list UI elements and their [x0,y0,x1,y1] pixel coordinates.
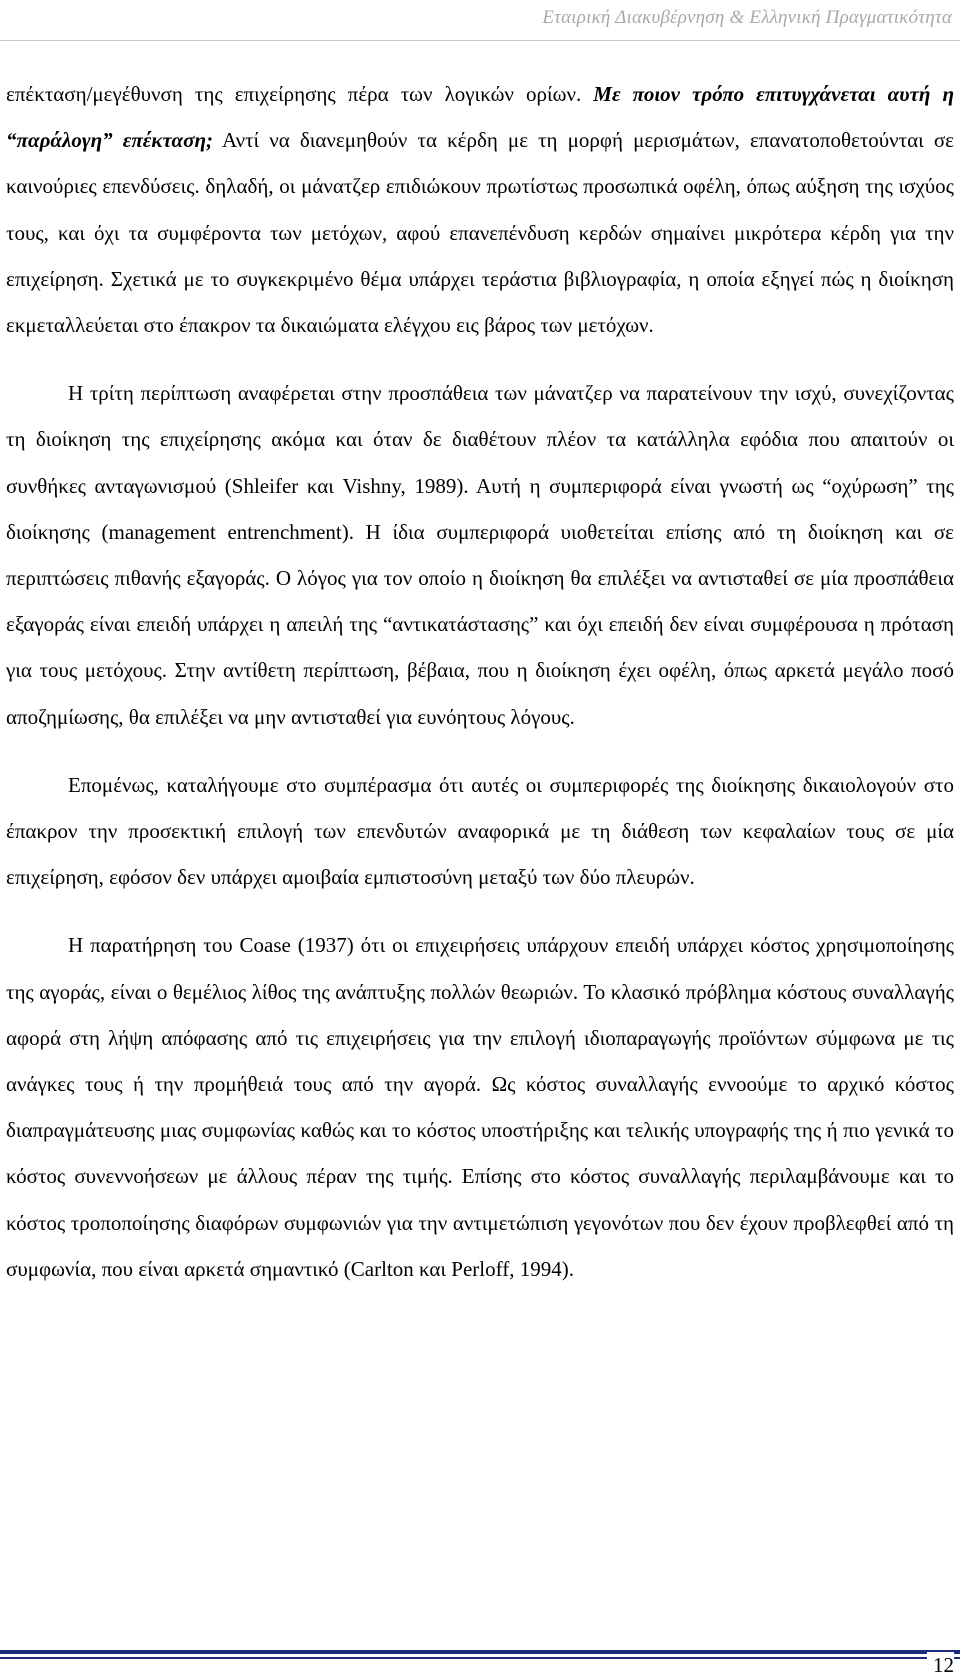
paragraph-entrenchment: Η τρίτη περίπτωση αναφέρεται στην προσπάθεια των μάνατζερ να παρατείνουν την ισχύ, συνεχίζοντας τη διοίκηση της επιχείρησης ακόμα και όταν δε διαθέτουν πλέον τα κατάλληλα εφόδια που απαιτούν οι συνθήκες ανταγωνισμού (Shleifer και Vishny, 1989). Αυτή η συμπεριφορά είναι γνωστή ως “οχύρωση” της διοίκησης (management entrenchment). Η ίδια συμπεριφορά υιοθετείται επίσης από τη διοίκηση και σε περιπτώσεις πιθανής εξαγοράς. Ο λόγος για τον οποίο η διοίκηση θα επιλέξει να αντισταθεί σε μία προσπάθεια εξαγοράς είναι επειδή υπάρχει η απειλή της “αντικατάστασης” και όχι επειδή δεν είναι συμφέρουσα η πρόταση για τους μετόχους. Στην αντίθετη περίπτωση, βέβαια, που η διοίκηση έχει οφέλη, όπως αρκετά μεγάλο ποσό αποζημίωσης, θα επιλέξει να μην αντισταθεί για ευνόητους λόγους. [6,381,954,729]
header-divider [0,40,960,41]
footer-rule-thin [0,1657,960,1659]
footer-divider [0,1650,960,1659]
paragraph-transaction-cost: Η παρατήρηση του Coase (1937) ότι οι επιχειρήσεις υπάρχουν επειδή υπάρχει κόστος χρησιμοποίησης της αγοράς, είναι ο θεμέλιος λίθος της ανάπτυξης πολλών θεωριών. Το κλασικό πρόβλημα κόστους συναλλαγής αφορά στη λήψη απόφασης από τις επιχειρήσεις για την επιλογή ιδιοπαραγωγής προϊόντων σύμφωνα με τις ανάγκες τους ή την προμήθειά τους από την αγορά. Ως κόστος συναλλαγής εννοούμε το αρχικό κόστος διαπραγμάτευσης μιας συμφωνίας καθώς και το κόστος υποστήριξης και τελικής υπογραφής της ή πιο γενικά το κόστος συνεννοήσεων με άλλους πέραν της τιμής. Επίσης στο κόστος συναλλαγής περιλαμβάνουμε και το κόστος τροποποίησης διαφόρων συμφωνιών για την αντιμετώπιση γεγονότων που δεν έχουν προβλεφθεί από τη συμφωνία, που είναι αρκετά σημαντικό (Carlton και Perloff, 1994). [6,933,954,1281]
paragraph-text: επέκταση/μεγέθυνση της επιχείρησης πέρα των λογικών ορίων. [6,82,594,106]
paragraph-conclusion: Επομένως, καταλήγουμε στο συμπέρασμα ότι αυτές οι συμπεριφορές της διοίκησης δικαιολογούν στο έπακρον την προσεκτική επιλογή των επενδυτών αναφορικά με τη διάθεση των κεφαλαίων τους σε μία επιχείρηση, εφόσον δεν υπάρχει αμοιβαία εμπιστοσύνη μεταξύ των δύο πλευρών. [6,772,954,890]
footer-rule-thick [0,1650,960,1654]
document-body [6,71,954,1292]
paragraph-text: Αντί να διανεμηθούν τα κέρδη με τη μορφή μερισμάτων, επανατοποθετούνται σε καινούριες επενδύσεις. δηλαδή, οι μάνατζερ επιδιώκουν πρωτίστως προσωπικά οφέλη, όπως αύξηση της ισχύος τους, και όχι τα συμφέροντα των μετόχων, αφού επανεπένδυση κερδών σημαίνει μικρότερα κέρδη για την επιχείρηση. Σχετικά με το συγκεκριμένο θέμα υπάρχει τεράστια βιβλιογραφία, η οποία εξηγεί πώς η διοίκηση εκμεταλλεύεται στο έπακρον τα δικαιώματα ελέγχου εις βάρος των μετόχων. [6,128,954,338]
page-number: 12 [927,1652,954,1678]
emphasized-question: Με ποιον τρόπο επιτυγχάνεται αυτή η “παράλογη” επέκταση; [6,82,954,153]
running-header-title: Εταιρική Διακυβέρνηση & Ελληνική Πραγματικότητα [542,7,952,28]
paragraph-continuation [6,71,954,348]
